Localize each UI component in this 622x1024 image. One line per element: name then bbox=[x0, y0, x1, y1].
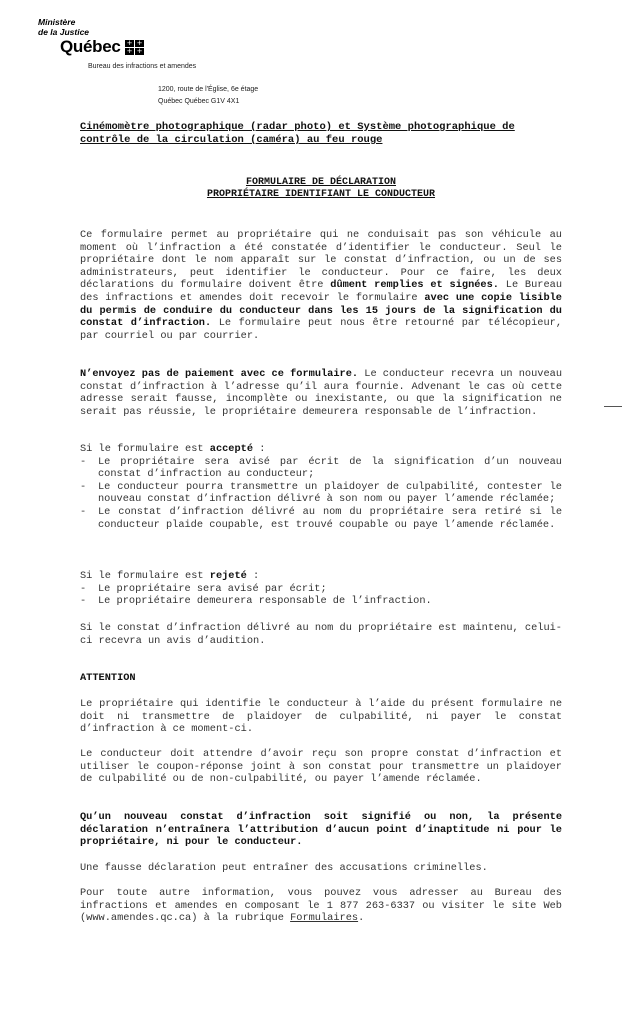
list-item: - Le propriétaire sera avisé par écrit de la signification d’un nouveau constat d’infraction au conducteur; bbox=[80, 456, 562, 481]
contact-end: . bbox=[358, 912, 365, 925]
false-declaration-paragraph: Une fausse déclaration peut entraîner des accusations criminelles. bbox=[80, 862, 488, 874]
payment-text: Le conducteur recevra un nouveau constat d’infraction à l’adresse qu’il aura fournie. Advenant le cas où cette adresse serait fausse, incomplète ou inexistante, ou que la signification ne serait pas réussie, le propriétaire demeurera responsable de l’infraction. bbox=[80, 368, 562, 418]
document-title: Cinémomètre photographique (radar photo) et Système photographique de contrôle de la circulation (caméra) au feu rouge bbox=[80, 121, 515, 146]
list-item: - Le propriétaire demeurera responsable de l’infraction. bbox=[80, 595, 562, 608]
intro-text-1: Ce formulaire permet au propriétaire qui ne conduisait pas son véhicule au moment où l’infraction a été constatée d’identifier le conducteur. Seul le propriétaire dont le nom apparaît sur le constat d’infraction, ou un de ses administrateurs, peut identifier le conducteur. Pour ce faire, les deux déclarations du formulaire doivent être bbox=[80, 229, 562, 292]
attention-heading: ATTENTION bbox=[80, 672, 136, 684]
accepted-bold: accepté bbox=[209, 443, 254, 455]
attention-bold-paragraph bbox=[80, 811, 562, 849]
intro-text-2: Le Bureau des infractions et amendes doit recevoir le formulaire bbox=[80, 279, 562, 304]
accepted-lead bbox=[80, 443, 562, 456]
address-block bbox=[158, 84, 258, 108]
ministry-line2: de la Justice bbox=[38, 26, 90, 37]
list-item: - Le constat d’infraction délivré au nom du propriétaire sera retiré si le conducteur plaide coupable, est trouvé coupable ou paye l’amende réclamée. bbox=[80, 506, 562, 531]
address-line1: 1200, route de l'Église, 6e étage bbox=[158, 86, 259, 93]
fleur-de-lys-flag-icon bbox=[125, 40, 144, 55]
margin-mark bbox=[604, 406, 622, 407]
rejected-lead-text: Si le formulaire est bbox=[80, 570, 210, 582]
accepted-colon: : bbox=[253, 443, 266, 455]
bureau-name: Bureau des infractions et amendes bbox=[88, 63, 197, 70]
ministry-line1: Ministère bbox=[38, 17, 76, 27]
accepted-lead-text: Si le formulaire est bbox=[80, 443, 210, 455]
intro-bold-2: avec une copie lisible du permis de conduire du conducteur dans les 15 jours de la signification du constat d’infraction. bbox=[80, 291, 562, 330]
form-heading-line2: PROPRIÉTAIRE IDENTIFIANT LE CONDUCTEUR bbox=[206, 189, 436, 200]
attention-paragraph-2: Le conducteur doit attendre d’avoir reçu son propre constat d’infraction et utiliser le coupon-réponse joint à son constat pour transmettre un plaidoyer de culpabilité ou de non-culpabilité, ou payer l’amende réclamée. bbox=[80, 748, 562, 786]
address-line2: Québec Québec G1V 4X1 bbox=[158, 98, 240, 105]
contact-paragraph bbox=[80, 887, 562, 925]
contact-text: Pour toute autre information, vous pouvez vous adresser au Bureau des infractions et amendes en composant le 1 877 263-6337 ou visiter le site Web (www.amendes.qc.ca) à la rubrique bbox=[80, 887, 562, 925]
rejected-colon: : bbox=[246, 570, 260, 582]
rejected-list bbox=[80, 583, 562, 608]
intro-paragraph bbox=[80, 229, 562, 342]
rejected-section bbox=[80, 570, 562, 608]
quebec-logo bbox=[38, 37, 238, 57]
rejected-bold: rejeté bbox=[209, 570, 247, 582]
header-logo bbox=[38, 18, 238, 70]
list-item: - Le propriétaire sera avisé par écrit; bbox=[80, 583, 562, 596]
intro-bold-1: dûment remplies et signées. bbox=[330, 279, 499, 292]
accepted-list bbox=[80, 456, 562, 532]
formulaires-link[interactable]: Formulaires bbox=[290, 912, 359, 925]
accepted-section bbox=[80, 443, 562, 531]
attention-paragraph-1: Le propriétaire qui identifie le conducteur à l’aide du présent formulaire ne doit ni transmettre de plaidoyer de culpabilité, ni payer le constat d’infraction à ce moment-ci. bbox=[80, 698, 562, 736]
intro-text-3: Le formulaire peut nous être retourné par télécopieur, par courriel ou par courrier. bbox=[80, 317, 562, 342]
maintained-paragraph: Si le constat d’infraction délivré au nom du propriétaire est maintenu, celui-ci recevra un avis d’audition. bbox=[80, 622, 562, 647]
rejected-lead bbox=[80, 570, 562, 583]
attention-bold-text: Qu’un nouveau constat d’infraction soit signifié ou non, la présente déclaration n’entraînera l’attribution d’aucun point d’inaptitude ni pour le propriétaire, ni pour le conducteur. bbox=[80, 811, 562, 849]
list-item: - Le conducteur pourra transmettre un plaidoyer de culpabilité, contester le nouveau constat d’infraction délivré à son nom ou payer l’amende réclamée; bbox=[80, 481, 562, 506]
ministry-label bbox=[38, 18, 238, 37]
form-heading bbox=[80, 177, 562, 201]
payment-bold: N’envoyez pas de paiement avec ce formulaire. bbox=[80, 368, 359, 380]
quebec-wordmark: Québec bbox=[60, 37, 121, 56]
payment-paragraph bbox=[80, 368, 562, 418]
form-heading-line1: FORMULAIRE DE DÉCLARATION bbox=[245, 177, 397, 188]
